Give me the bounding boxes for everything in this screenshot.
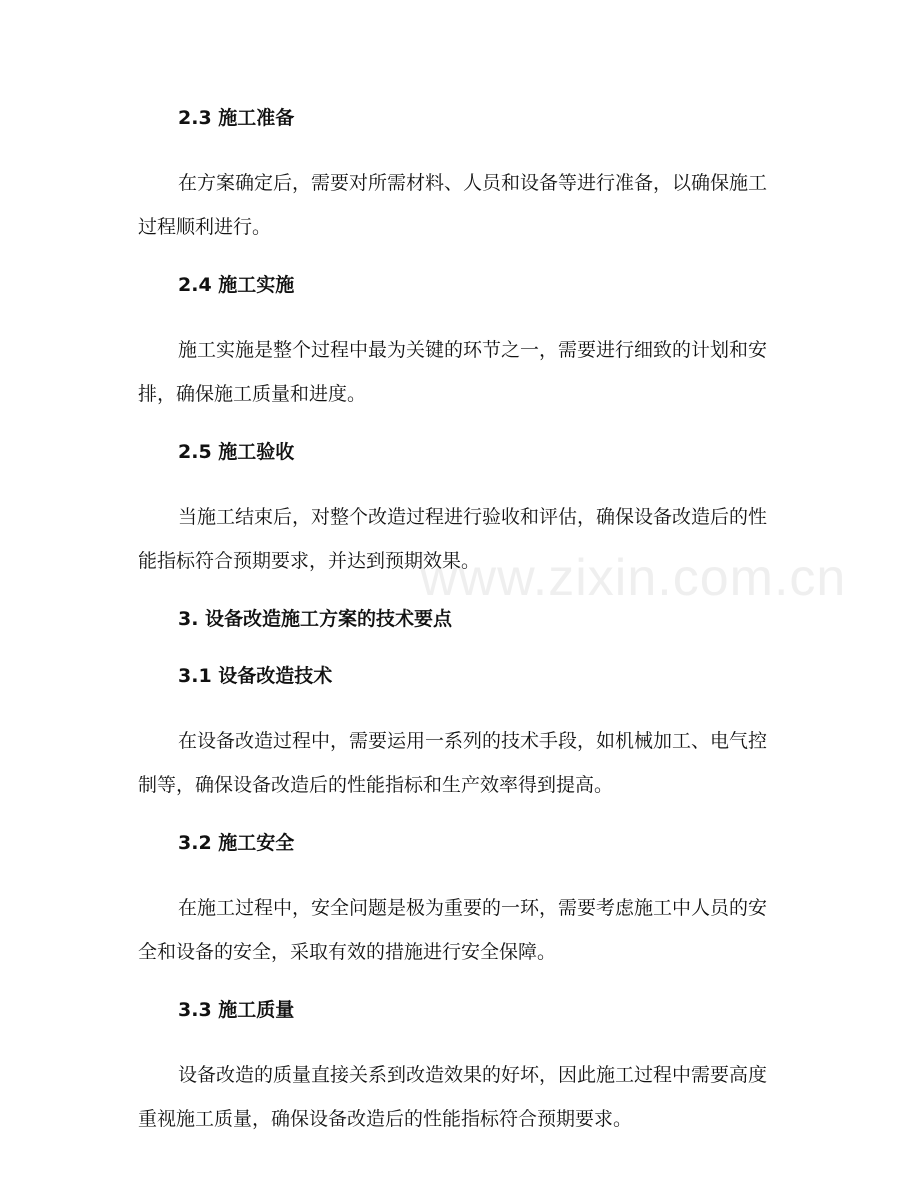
section-paragraph-2-4: 施工实施是整个过程中最为关键的环节之一，需要进行细致的计划和安排，确保施工质量和进度。 — [138, 339, 768, 405]
section-heading-3-2: 3.2 施工安全 — [178, 832, 295, 854]
document-body — [138, 104, 778, 1163]
section-paragraph-3-2: 在施工过程中，安全问题是极为重要的一环，需要考虑施工中人员的安全和设备的安全，采取有效的措施进行安全保障。 — [138, 897, 768, 963]
section-heading-3-1: 3.1 设备改造技术 — [178, 665, 333, 687]
section-heading-3: 3. 设备改造施工方案的技术要点 — [178, 608, 453, 630]
section-heading-2-3: 2.3 施工准备 — [178, 107, 295, 129]
section-heading-2-4: 2.4 施工实施 — [178, 274, 295, 296]
section-paragraph-2-3: 在方案确定后，需要对所需材料、人员和设备等进行准备，以确保施工过程顺利进行。 — [138, 172, 768, 238]
section-paragraph-3-3: 设备改造的质量直接关系到改造效果的好坏，因此施工过程中需要高度重视施工质量，确保设备改造后的性能指标符合预期要求。 — [138, 1064, 768, 1130]
section-paragraph-3-1: 在设备改造过程中，需要运用一系列的技术手段，如机械加工、电气控制等，确保设备改造后的性能指标和生产效率得到提高。 — [138, 730, 768, 796]
section-paragraph-2-5: 当施工结束后，对整个改造过程进行验收和评估，确保设备改造后的性能指标符合预期要求，并达到预期效果。 — [138, 506, 768, 572]
watermark-text: www.zixin.com.cn — [420, 549, 847, 607]
section-heading-3-3: 3.3 施工质量 — [178, 999, 295, 1021]
section-heading-2-5: 2.5 施工验收 — [178, 441, 295, 463]
